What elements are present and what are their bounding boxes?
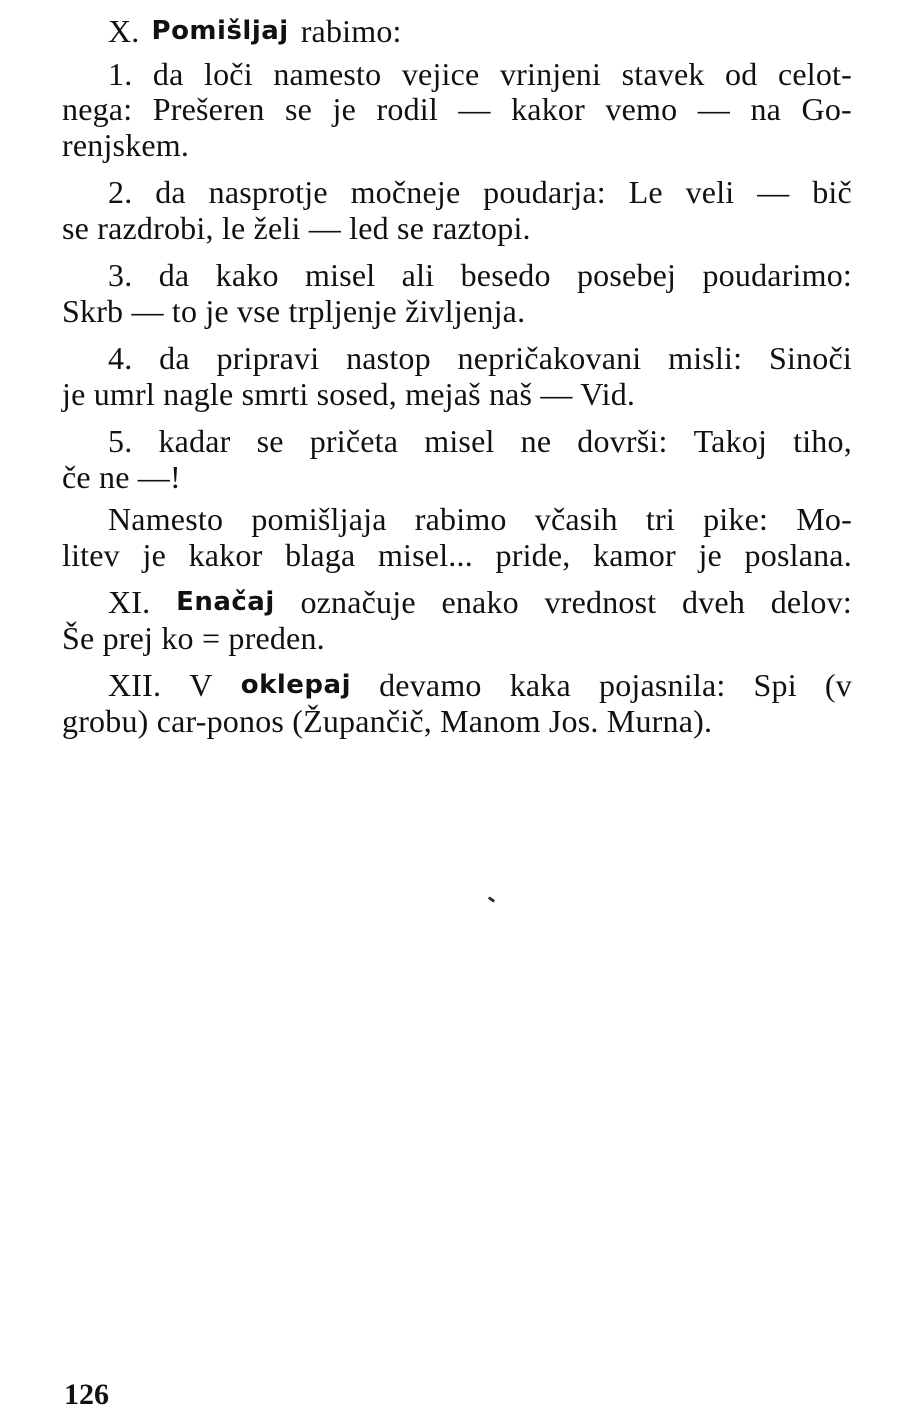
word: — — [757, 174, 790, 210]
word: vemo — [605, 91, 678, 127]
item-3-line-1 — [62, 258, 852, 294]
word: 2. — [108, 174, 133, 210]
word: nepričakovani — [457, 340, 642, 376]
word: da — [155, 174, 186, 210]
word: da — [158, 257, 190, 293]
word: Le — [628, 174, 663, 210]
item-5-line-1 — [62, 424, 852, 460]
item-2-line-1 — [62, 175, 852, 211]
word: posebej — [576, 257, 677, 293]
item-1 — [62, 57, 852, 164]
item-3-line-2: Skrb — to je vse trpljenje življenja. — [62, 292, 526, 329]
word: poudarimo: — [702, 257, 852, 293]
word: stavek — [621, 55, 705, 92]
word: Takoj — [693, 423, 768, 459]
word: — — [458, 91, 491, 127]
word: Prešeren — [152, 91, 265, 127]
section-x-heading — [62, 14, 852, 50]
word: pričeta — [309, 423, 399, 459]
word: kakor — [511, 91, 585, 127]
item-1-line-1 — [62, 57, 852, 93]
word: vrinjeni — [499, 55, 602, 92]
item-5 — [62, 424, 852, 495]
section-xii-line-2: grobu) car-ponos (Župančič, Manom Jos. Murna). — [62, 702, 713, 739]
word: blaga — [285, 536, 356, 573]
word: dovrši: — [577, 423, 668, 459]
word: dveh — [682, 584, 746, 620]
section-xi-line-1 — [62, 585, 852, 621]
item-5-line-2: če ne —! — [62, 458, 181, 495]
word: je — [698, 536, 722, 573]
word: poslana. — [744, 536, 852, 573]
word: pride, — [495, 536, 571, 573]
word: poudarja: — [483, 174, 606, 210]
word: Namesto — [108, 501, 224, 537]
word: (v — [824, 667, 852, 703]
item-3 — [62, 258, 852, 329]
section-xi-term: Enačaj — [176, 587, 275, 617]
word: tiho, — [793, 423, 852, 459]
word: od — [725, 55, 758, 92]
word: delov: — [770, 584, 852, 620]
word: da — [152, 55, 184, 92]
word: da — [159, 340, 190, 376]
item-2 — [62, 175, 852, 246]
word: nega: — [62, 91, 133, 127]
word: 3. — [108, 257, 133, 293]
word: 5. — [108, 423, 133, 459]
word: pomišljaja — [251, 501, 387, 537]
word: namesto — [273, 55, 382, 92]
word: — — [697, 91, 730, 127]
section-x-number: X. — [108, 13, 140, 49]
section-x-note — [62, 502, 852, 573]
section-x-heading-rest: rabimo: — [300, 13, 402, 49]
word: kadar — [158, 423, 231, 459]
word: na — [750, 91, 782, 127]
word: Spi — [753, 667, 797, 703]
section-xi-line-2: Še prej ko = preden. — [62, 619, 325, 656]
word: vejice — [401, 55, 480, 92]
word: celot- — [777, 55, 852, 92]
item-4 — [62, 341, 852, 412]
word: je — [332, 91, 357, 127]
page-number: 126 — [64, 1378, 109, 1411]
word: pojasnila: — [599, 667, 726, 703]
word: bič — [812, 174, 852, 210]
word: misel... — [377, 536, 473, 573]
section-xii — [62, 668, 852, 739]
word: vrednost — [544, 584, 657, 620]
note-line-1 — [62, 502, 852, 538]
word: veli — [685, 174, 735, 210]
word: tri — [645, 501, 675, 537]
item-1-line-2 — [62, 92, 852, 128]
word: močneje — [350, 174, 461, 210]
section-xii-number: XII. — [108, 667, 162, 703]
item-1-line-3: renjskem. — [62, 126, 190, 163]
word: rodil — [376, 91, 438, 127]
word: nasprotje — [208, 174, 328, 210]
item-4-line-1 — [62, 341, 852, 377]
word: 4. — [108, 340, 133, 376]
section-xi — [62, 585, 852, 656]
word: se — [285, 91, 313, 127]
word: litev — [62, 536, 120, 573]
word: misel — [424, 423, 495, 459]
word: Sinoči — [768, 340, 852, 376]
section-xi-number: XI. — [108, 584, 151, 620]
word: ne — [520, 423, 552, 459]
word: besedo — [460, 257, 551, 293]
word: je — [142, 536, 166, 573]
page-text — [62, 14, 852, 739]
word: včasih — [534, 501, 618, 537]
item-4-line-2: je umrl nagle smrti sosed, mejaš naš — Vid. — [62, 375, 636, 412]
note-line-2 — [62, 538, 852, 574]
word: 1. — [108, 55, 133, 92]
print-speck — [488, 896, 495, 902]
word: loči — [204, 55, 253, 92]
word: devamo — [379, 667, 482, 703]
word: misel — [305, 257, 376, 293]
word: enako — [441, 584, 519, 620]
section-xii-line-1 — [62, 668, 852, 704]
item-2-line-2: se razdrobi, le želi — led se raztopi. — [62, 209, 531, 246]
word: misli: — [668, 340, 743, 376]
word: nastop — [346, 340, 431, 376]
word: rabimo — [414, 501, 507, 537]
word: kakor — [188, 536, 263, 573]
word: Go- — [801, 91, 852, 127]
word: označuje — [300, 584, 416, 620]
section-xii-term: oklepaj — [240, 670, 352, 700]
word: se — [256, 423, 284, 459]
word: ali — [401, 257, 435, 293]
section-xii-pre: V — [189, 667, 213, 703]
section-x-term: Pomišljaj — [151, 16, 289, 46]
word: pripravi — [216, 340, 320, 376]
word: kako — [215, 257, 279, 293]
word: kamor — [593, 536, 676, 573]
word: pike: — [703, 501, 769, 537]
word: Mo- — [796, 501, 852, 537]
word: kaka — [509, 667, 571, 703]
